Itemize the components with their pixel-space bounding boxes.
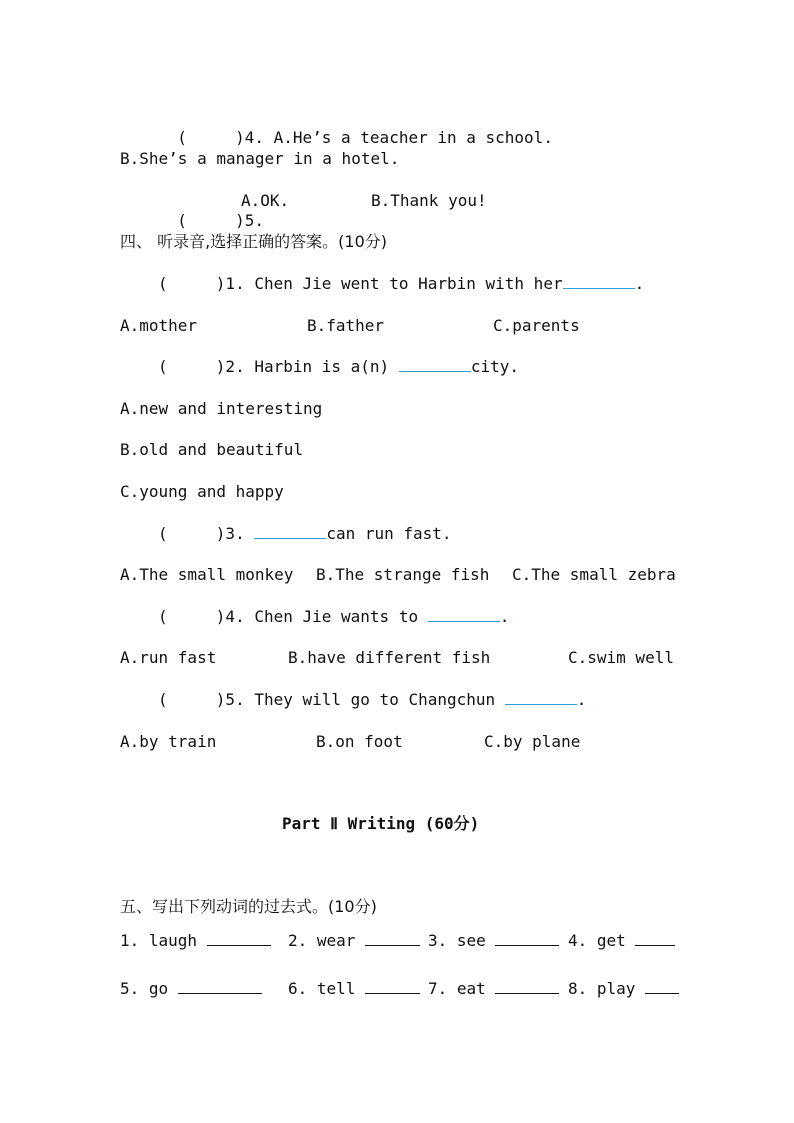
s5-item-6 (288, 979, 420, 999)
question-text-end: . (634, 274, 645, 293)
question-number: )3. (215, 524, 255, 543)
section4-title: 四、 听录音,选择正确的答案。(10分) (120, 232, 388, 251)
s5-item-4 (568, 931, 675, 951)
answer-blank[interactable] (505, 690, 577, 705)
question-text: Chen Jie wants to (254, 607, 428, 626)
verb-label: 2. wear (288, 931, 356, 950)
answer-blank[interactable] (178, 979, 262, 994)
section5-title: 五、写出下列动词的过去式。(10分) (120, 897, 377, 916)
s4-q3-option-c: C.The small zebra (512, 565, 676, 584)
s5-item-1 (120, 931, 271, 951)
answer-blank[interactable] (495, 931, 559, 946)
verb-label: 5. go (120, 979, 169, 998)
question-number: )4. (215, 607, 255, 626)
verb-label: 6. tell (288, 979, 356, 998)
s4-q5-option-a: A.by train (120, 732, 217, 751)
s4-q1-option-b: B.father (307, 316, 385, 335)
question-text-end: city. (470, 357, 519, 376)
answer-paren[interactable]: ( (177, 211, 236, 230)
part2-title: Part Ⅱ Writing (60分) (282, 814, 480, 833)
s4-q5-option-c: C.by plane (484, 732, 581, 751)
s4-q3-option-a: A.The small monkey (120, 565, 294, 584)
s5-item-7 (428, 979, 559, 999)
s4-q2-option-c: C.young and happy (120, 482, 284, 501)
answer-blank[interactable] (365, 979, 420, 994)
q3-5-option-a: A.OK. (241, 191, 290, 210)
answer-paren[interactable]: ( (158, 690, 216, 709)
s4-q5-option-b: B.on foot (316, 732, 403, 751)
question-text: Harbin is a(n) (254, 357, 399, 376)
answer-paren[interactable]: ( (158, 524, 216, 543)
verb-label: 8. play (568, 979, 636, 998)
verb-label: 7. eat (428, 979, 486, 998)
question-number: )5. (215, 690, 255, 709)
s4-q2 (158, 357, 519, 377)
question-text-end: . (576, 690, 587, 709)
s4-q2-option-a: A.new and interesting (120, 399, 323, 418)
verb-label: 3. see (428, 931, 486, 950)
question-number: )2. (215, 357, 255, 376)
s5-item-5 (120, 979, 262, 999)
option-a: A.He’s a teacher in a school. (273, 128, 553, 147)
question-text: can run fast. (326, 524, 452, 543)
s4-q4 (158, 607, 509, 627)
answer-blank[interactable] (428, 607, 500, 622)
s5-item-2 (288, 931, 420, 951)
answer-blank[interactable] (207, 931, 271, 946)
answer-blank[interactable] (365, 931, 420, 946)
s4-q1-option-a: A.mother (120, 316, 198, 335)
s4-q1-option-c: C.parents (493, 316, 580, 335)
question-number: )1. (215, 274, 255, 293)
s5-item-8 (568, 979, 679, 999)
answer-paren[interactable]: ( (158, 607, 216, 626)
q3-5-option-b: B.Thank you! (371, 191, 487, 210)
answer-blank[interactable] (254, 524, 326, 539)
question-text: Chen Jie went to Harbin with her (254, 274, 563, 293)
question-number: )4. (235, 128, 274, 147)
answer-paren[interactable]: ( (158, 274, 216, 293)
answer-blank[interactable] (635, 931, 675, 946)
s4-q1 (158, 274, 644, 294)
answer-paren[interactable]: ( (158, 357, 216, 376)
verb-label: 4. get (568, 931, 626, 950)
question-text-end: . (499, 607, 510, 626)
s4-q4-option-c: C.swim well (568, 648, 674, 667)
s4-q3-option-b: B.The strange fish (316, 565, 490, 584)
verb-label: 1. laugh (120, 931, 198, 950)
question-number: )5. (235, 211, 274, 230)
s4-q5 (158, 690, 586, 710)
s5-item-3 (428, 931, 559, 951)
question-text: They will go to Changchun (254, 690, 505, 709)
answer-blank[interactable] (399, 357, 471, 372)
s4-q3 (158, 524, 452, 544)
answer-blank[interactable] (645, 979, 679, 994)
answer-blank[interactable] (495, 979, 559, 994)
answer-paren[interactable]: ( (177, 128, 236, 147)
s4-q2-option-b: B.old and beautiful (120, 440, 304, 459)
s4-q4-option-a: A.run fast (120, 648, 217, 667)
q3-4-option-b: B.She’s a manager in a hotel. (120, 149, 400, 168)
answer-blank[interactable] (563, 274, 635, 289)
q3-4-line (158, 108, 553, 148)
s4-q4-option-b: B.have different fish (288, 648, 491, 667)
